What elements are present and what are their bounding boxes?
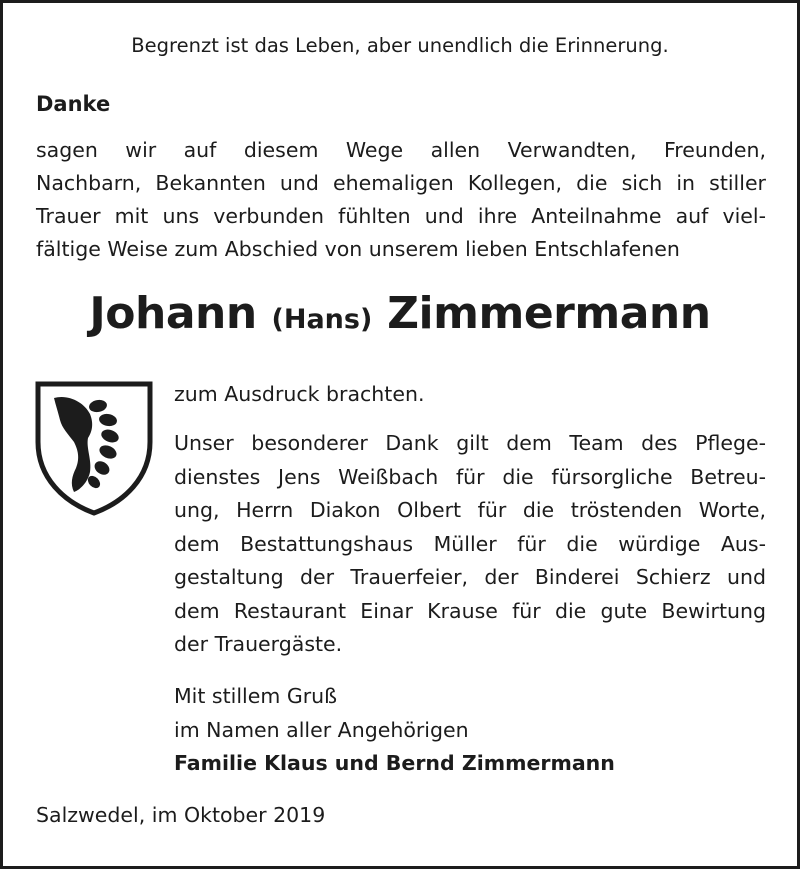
deceased-first-name: Johann [89,288,257,339]
signoff-on-behalf: im Namen aller Angehörigen [174,717,469,742]
after-name-text: zum Ausdruck brachten. [174,382,425,406]
thanks-line: gestaltung der Trauerfeier, der Binderei Schierz und [174,565,766,589]
thanks-line: dem Restaurant Einar Krause für die gute Bewirtung [174,598,766,623]
signoff-family: Familie Klaus und Bernd Zimmermann [174,751,615,775]
intro-line: fältige Weise zum Abschied von unserem lieben Entschlafenen [36,237,680,261]
intro-paragraph [36,134,766,266]
motto-quote: Begrenzt ist das Leben, aber unendlich die Erinnerung. [131,34,669,57]
intro-line: Nachbarn, Bekannten und ehemaligen Kollegen, die sich in stiller [36,171,766,195]
deceased-nickname: (Hans) [271,304,373,335]
thanks-line: der Trauergäste. [174,632,343,656]
place-date: Salzwedel, im Oktober 2019 [36,803,326,827]
thanks-paragraph [174,427,766,662]
thanks-line: dem Bestattungshaus Müller für die würdige Aus- [174,531,766,556]
deceased-name [0,284,800,350]
deceased-last-name: Zimmermann [387,288,711,339]
bear-paw-shield-icon [34,380,154,516]
thanks-line: Unser besonderer Dank gilt dem Team des Pflege- [174,431,766,455]
signoff-block [174,680,615,781]
signoff-greeting: Mit stillem Gruß [174,684,338,708]
intro-line: Trauer mit uns verbunden fühlten und ihre Anteilnahme auf viel- [36,204,766,228]
heading-danke: Danke [36,92,111,116]
thanks-line: ung, Herrn Diakon Olbert für die tröstenden Worte, [174,498,766,522]
thanks-line: dienstes Jens Weißbach für die fürsorgliche Betreu- [174,464,766,489]
intro-line: sagen wir auf diesem Wege allen Verwandten, Freunden, [36,138,766,162]
